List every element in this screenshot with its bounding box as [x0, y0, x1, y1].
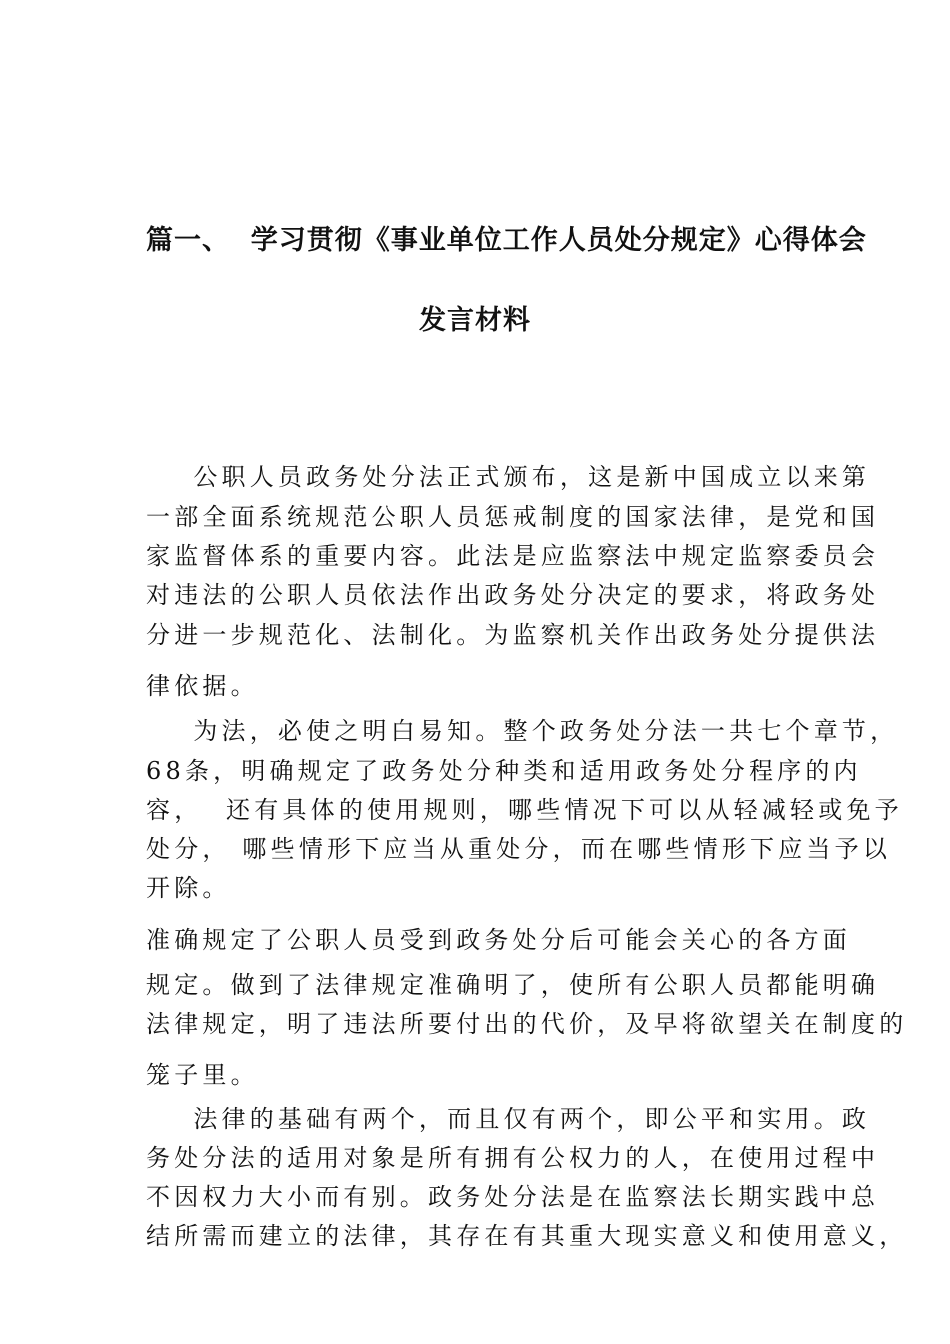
body-line: 务处分法的适用对象是所有拥有公权力的人，在使用过程中: [146, 1144, 880, 1172]
body-line: 笼子里。: [146, 1061, 259, 1089]
body-line: 为法，必使之明白易知。整个政务处分法一共七个章节，: [146, 717, 899, 745]
body-line: 开除。: [146, 874, 231, 902]
document-title-line-1: 篇一、 学习贯彻《事业单位工作人员处分规定》心得体会: [146, 225, 867, 256]
body-line: 准确规定了公职人员受到政务处分后可能会关心的各方面: [146, 926, 851, 954]
body-line: 结所需而建立的法律，其存在有其重大现实意义和使用意义，: [146, 1222, 908, 1250]
body-line: 规定。做到了法律规定准确明了，使所有公职人员都能明确: [146, 971, 880, 999]
body-line: 法律的基础有两个，而且仅有两个，即公平和实用。政: [146, 1105, 871, 1133]
body-line: 一部全面系统规范公职人员惩戒制度的国家法律，是党和国: [146, 503, 880, 531]
body-line: 律依据。: [146, 672, 259, 700]
body-line: 家监督体系的重要内容。此法是应监察法中规定监察委员会: [146, 542, 880, 570]
body-line: 对违法的公职人员依法作出政务处分决定的要求，将政务处: [146, 581, 880, 609]
body-line: 公职人员政务处分法正式颁布，这是新中国成立以来第: [146, 463, 871, 491]
body-line: 法律规定，明了违法所要付出的代价，及早将欲望关在制度的: [146, 1010, 908, 1038]
body-line: 处分， 哪些情形下应当从重处分，而在哪些情形下应当予以: [146, 835, 892, 863]
body-line: 分进一步规范化、法制化。为监察机关作出政务处分提供法: [146, 621, 880, 649]
body-line: 68条，明确规定了政务处分种类和适用政务处分程序的内: [146, 757, 862, 785]
body-line: 容， 还有具体的使用规则，哪些情况下可以从轻减轻或免予: [146, 796, 903, 824]
document-title-line-2: 发言材料: [419, 305, 531, 336]
body-line: 不因权力大小而有别。政务处分法是在监察法长期实践中总: [146, 1183, 880, 1211]
